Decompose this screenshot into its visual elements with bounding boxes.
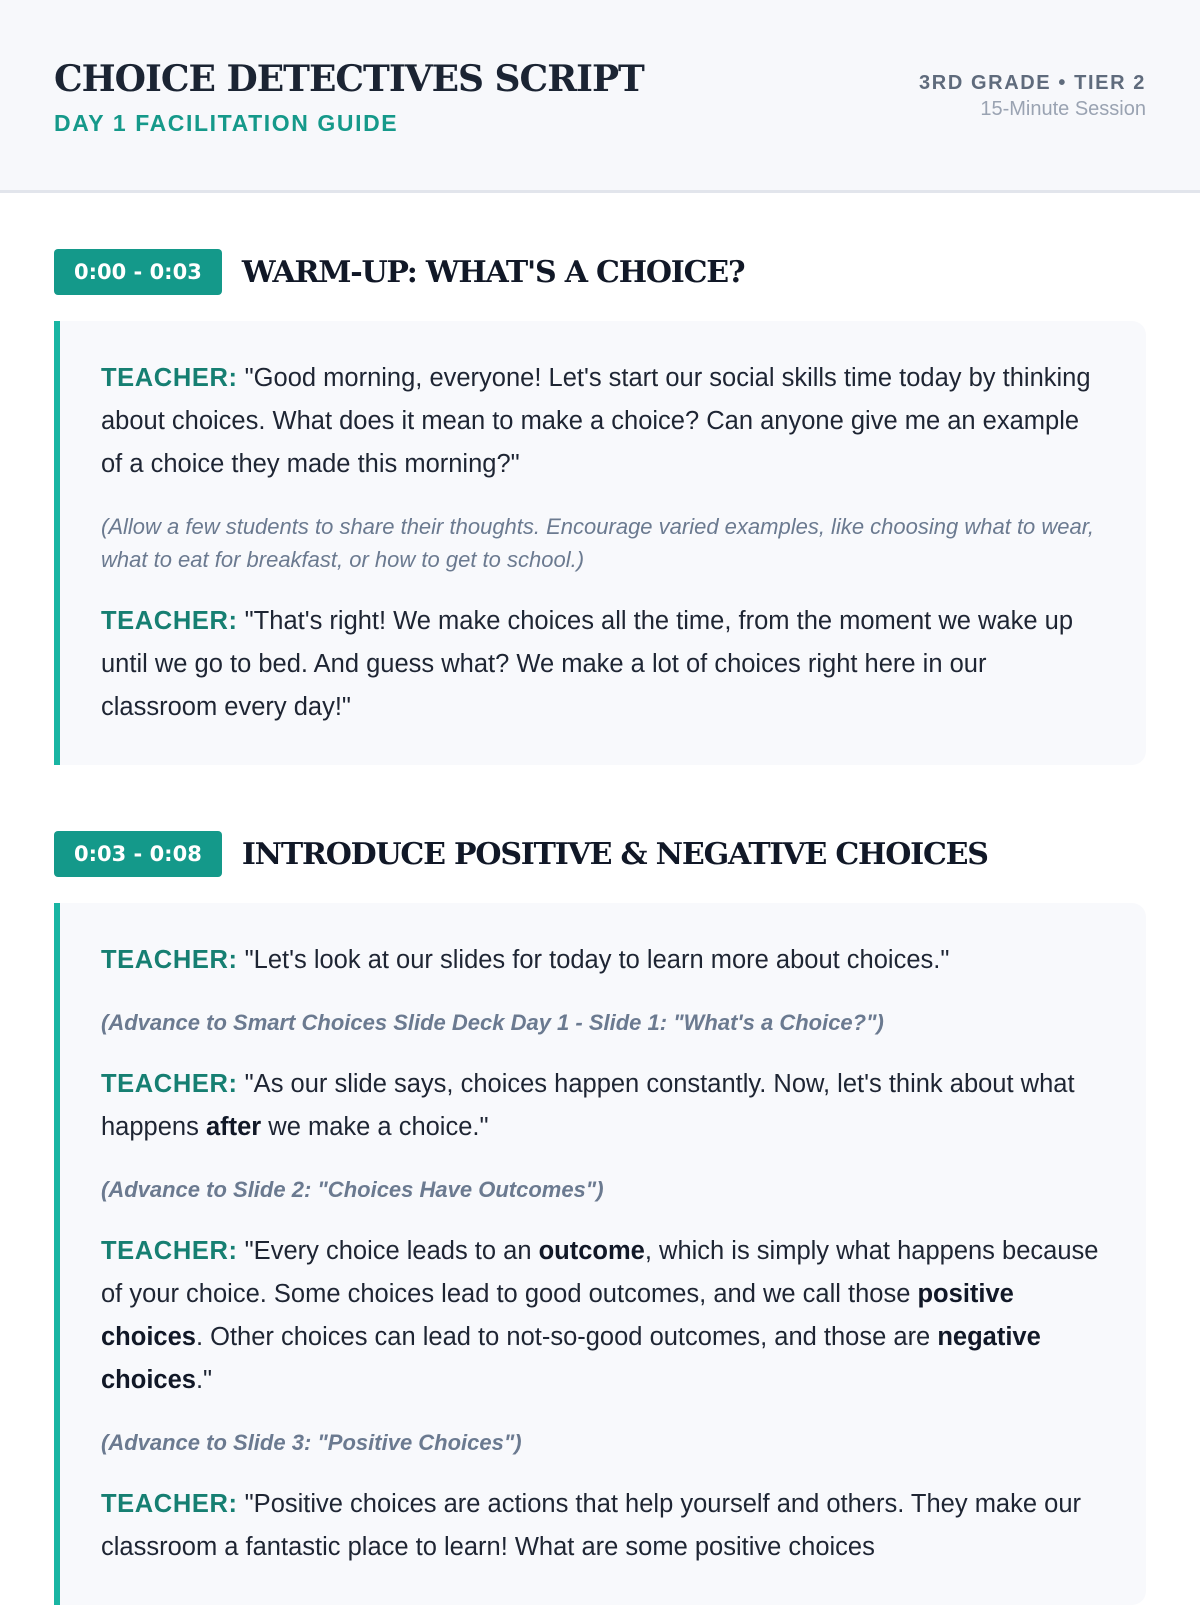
teacher-line: [101, 600, 1102, 729]
teacher-line: [101, 1230, 1102, 1402]
script-box: [54, 903, 1146, 1605]
speaker-label: TEACHER:: [101, 1070, 238, 1098]
line-text: .": [195, 1366, 213, 1394]
stage-direction: (Advance to Slide 3: "Positive Choices"): [101, 1430, 522, 1455]
speaker-label: TEACHER:: [101, 946, 238, 974]
line-text: "Every choice leads to an: [237, 1237, 539, 1265]
line-text: "Positive choices are actions that help yourself and others. They make our classroom a fantastic place to learn! What are some positive choices: [101, 1490, 1081, 1561]
time-badge: 0:00 - 0:03: [54, 249, 222, 295]
emphasis-outcome: outcome: [538, 1237, 645, 1265]
teacher-line: [101, 1063, 1102, 1149]
section-warm-up: [54, 249, 1146, 765]
stage-direction: (Advance to Smart Choices Slide Deck Day 1 - Slide 1: "What's a Choice?"): [101, 1010, 884, 1035]
document-header: [0, 0, 1200, 193]
teacher-line: [101, 939, 1102, 982]
line-text: "Let's look at our slides for today to learn more about choices.": [237, 946, 950, 974]
document-subtitle: DAY 1 FACILITATION GUIDE: [54, 110, 399, 136]
emphasis-after: after: [205, 1113, 262, 1141]
line-text: "As our slide says, choices happen constantly. Now, let's think about what happens: [101, 1070, 1075, 1141]
time-badge: 0:03 - 0:08: [54, 831, 222, 877]
section-title: WARM-UP: WHAT'S A CHOICE?: [241, 254, 745, 290]
document-title: CHOICE DETECTIVES SCRIPT: [54, 58, 644, 100]
speaker-label: TEACHER:: [101, 364, 238, 392]
grade-tier-label: 3RD GRADE • TIER 2: [919, 72, 1146, 94]
line-text: "Good morning, everyone! Let's start our social skills time today by thinking about choices. What does it mean to make a choice? Can anyone give me an example of a choice they made this morning?": [101, 364, 1091, 478]
line-text: . Other choices can lead to not-so-good outcomes, and those are: [195, 1323, 938, 1351]
section-heading: [54, 831, 1146, 877]
line-text: , which is simply what happens because of your choice. Some choices lead to good outcomes, and we call those: [101, 1237, 1099, 1308]
teacher-line: [101, 1483, 1102, 1569]
emphasis-negative-choices: negative choices: [101, 1323, 1041, 1394]
line-text: "That's right! We make choices all the time, from the moment we wake up until we go to bed. And guess what? We make a lot of choices right here in our classroom every day!": [101, 607, 1073, 721]
section-heading: [54, 249, 1146, 295]
section-title: INTRODUCE POSITIVE & NEGATIVE CHOICES: [241, 836, 988, 872]
script-content: [0, 249, 1200, 1605]
stage-direction: (Advance to Slide 2: "Choices Have Outcomes"): [101, 1177, 604, 1202]
speaker-label: TEACHER:: [101, 1237, 238, 1265]
stage-direction: (Allow a few students to share their thoughts. Encourage varied examples, like choosing what to wear, what to eat for breakfast, or how to get to school.): [101, 514, 1094, 572]
script-box: [54, 321, 1146, 765]
speaker-label: TEACHER:: [101, 1490, 238, 1518]
session-length-label: 15-Minute Session: [980, 98, 1146, 120]
line-text: we make a choice.": [261, 1113, 489, 1141]
teacher-line: [101, 357, 1102, 486]
emphasis-positive-choices: positive choices: [101, 1280, 1014, 1351]
section-positive-negative: [54, 831, 1146, 1605]
speaker-label: TEACHER:: [101, 607, 238, 635]
